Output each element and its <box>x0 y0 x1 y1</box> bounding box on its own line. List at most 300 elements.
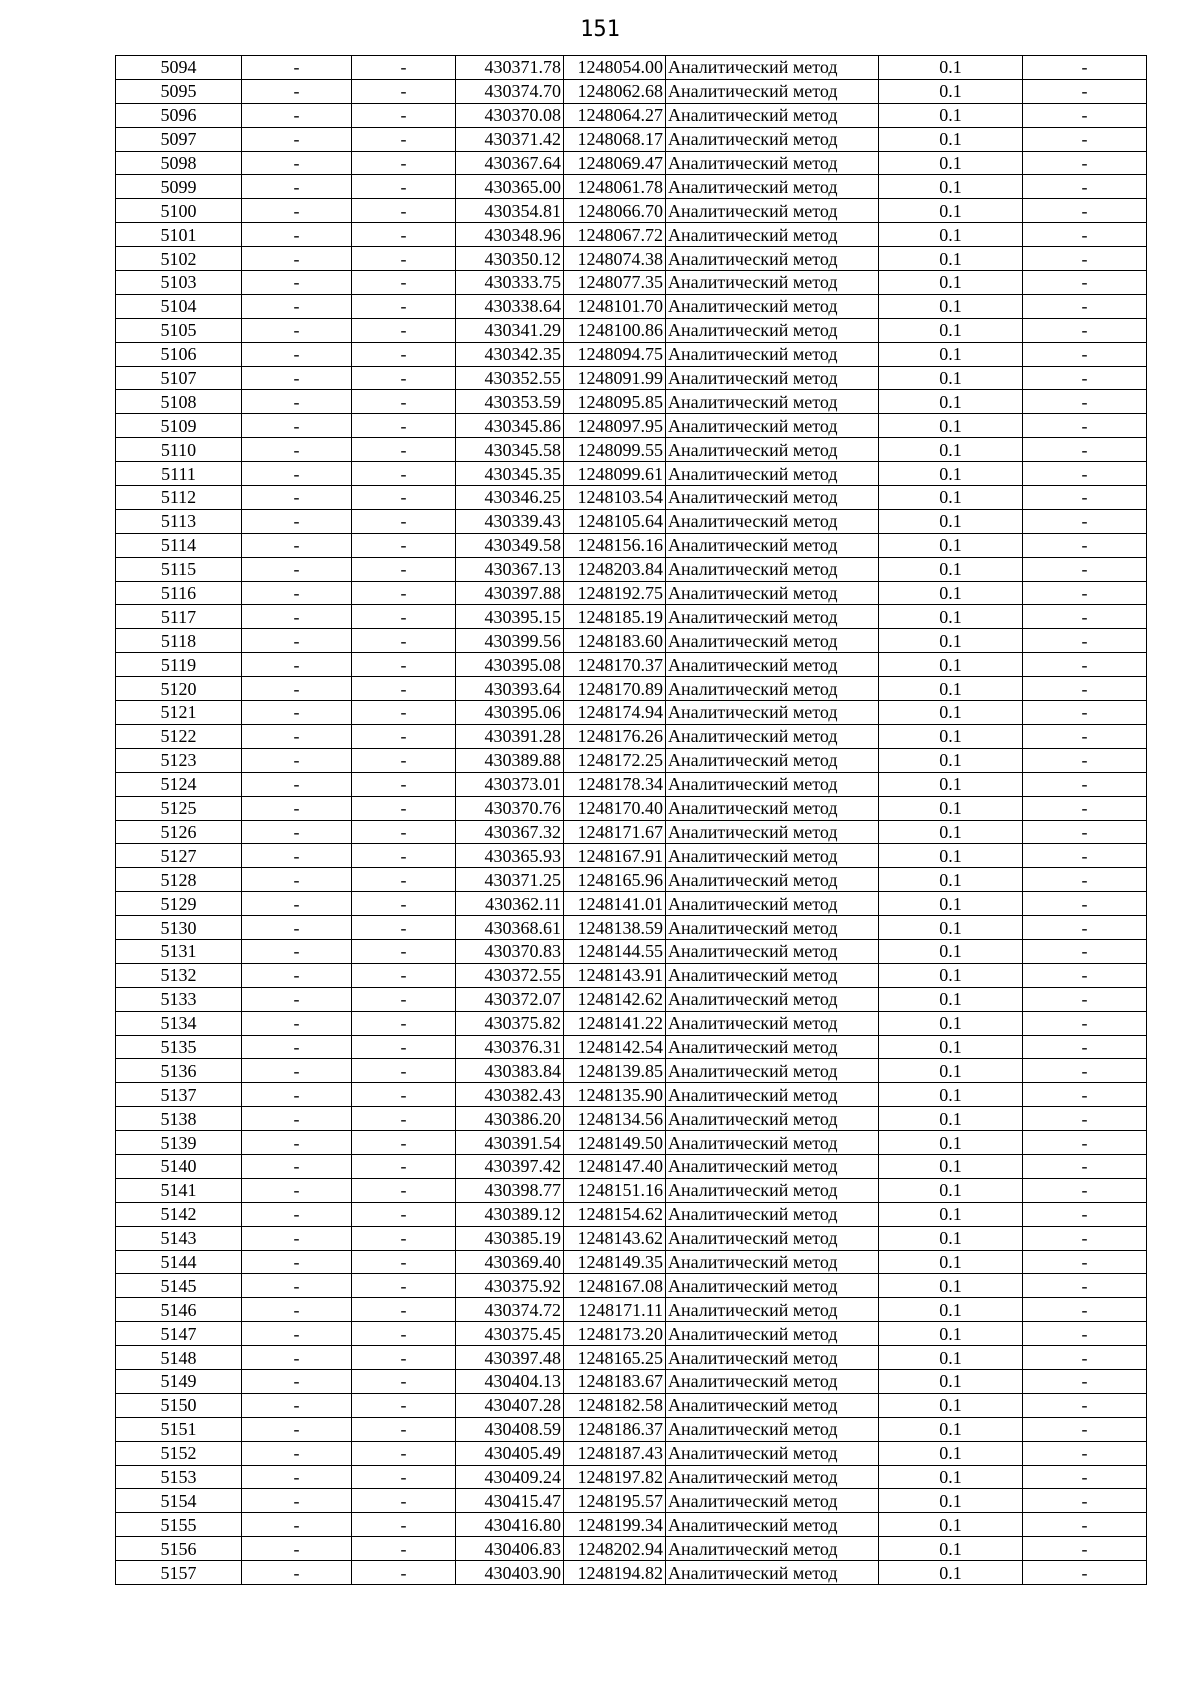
method-cell: Аналитический метод <box>666 1369 879 1393</box>
table-row <box>116 987 1147 1011</box>
method-cell: Аналитический метод <box>666 605 879 629</box>
empty-cell: - <box>352 1537 456 1561</box>
accuracy-cell: 0.1 <box>879 1393 1023 1417</box>
point-number-cell: 5151 <box>116 1417 242 1441</box>
empty-cell: - <box>352 844 456 868</box>
table-row <box>116 1178 1147 1202</box>
empty-cell: - <box>1023 294 1147 318</box>
empty-cell: - <box>352 1226 456 1250</box>
method-cell: Аналитический метод <box>666 724 879 748</box>
y-coordinate-cell: 1248077.35 <box>564 271 666 295</box>
empty-cell: - <box>352 1059 456 1083</box>
point-number-cell: 5157 <box>116 1561 242 1585</box>
empty-cell: - <box>352 1465 456 1489</box>
accuracy-cell: 0.1 <box>879 963 1023 987</box>
table-row <box>116 486 1147 510</box>
empty-cell: - <box>1023 1107 1147 1131</box>
empty-cell: - <box>242 1513 352 1537</box>
x-coordinate-cell: 430404.13 <box>456 1369 564 1393</box>
empty-cell: - <box>242 247 352 271</box>
table-row <box>116 1107 1147 1131</box>
empty-cell: - <box>242 868 352 892</box>
accuracy-cell: 0.1 <box>879 1131 1023 1155</box>
empty-cell: - <box>242 1417 352 1441</box>
point-number-cell: 5103 <box>116 271 242 295</box>
empty-cell: - <box>242 486 352 510</box>
accuracy-cell: 0.1 <box>879 1298 1023 1322</box>
accuracy-cell: 0.1 <box>879 1274 1023 1298</box>
x-coordinate-cell: 430391.54 <box>456 1131 564 1155</box>
table-row <box>116 342 1147 366</box>
x-coordinate-cell: 430367.13 <box>456 557 564 581</box>
y-coordinate-cell: 1248097.95 <box>564 414 666 438</box>
x-coordinate-cell: 430389.88 <box>456 748 564 772</box>
y-coordinate-cell: 1248139.85 <box>564 1059 666 1083</box>
method-cell: Аналитический метод <box>666 223 879 247</box>
empty-cell: - <box>1023 701 1147 725</box>
empty-cell: - <box>352 414 456 438</box>
empty-cell: - <box>1023 151 1147 175</box>
y-coordinate-cell: 1248176.26 <box>564 724 666 748</box>
point-number-cell: 5129 <box>116 892 242 916</box>
point-number-cell: 5136 <box>116 1059 242 1083</box>
y-coordinate-cell: 1248069.47 <box>564 151 666 175</box>
y-coordinate-cell: 1248192.75 <box>564 581 666 605</box>
x-coordinate-cell: 430365.93 <box>456 844 564 868</box>
x-coordinate-cell: 430375.45 <box>456 1322 564 1346</box>
table-row <box>116 151 1147 175</box>
point-number-cell: 5101 <box>116 223 242 247</box>
table-row <box>116 79 1147 103</box>
empty-cell: - <box>242 342 352 366</box>
y-coordinate-cell: 1248182.58 <box>564 1393 666 1417</box>
empty-cell: - <box>352 342 456 366</box>
accuracy-cell: 0.1 <box>879 1513 1023 1537</box>
accuracy-cell: 0.1 <box>879 462 1023 486</box>
table-row <box>116 701 1147 725</box>
empty-cell: - <box>1023 390 1147 414</box>
x-coordinate-cell: 430376.31 <box>456 1035 564 1059</box>
y-coordinate-cell: 1248103.54 <box>564 486 666 510</box>
empty-cell: - <box>352 820 456 844</box>
empty-cell: - <box>352 1441 456 1465</box>
empty-cell: - <box>1023 1298 1147 1322</box>
accuracy-cell: 0.1 <box>879 1250 1023 1274</box>
method-cell: Аналитический метод <box>666 1202 879 1226</box>
method-cell: Аналитический метод <box>666 1346 879 1370</box>
y-coordinate-cell: 1248138.59 <box>564 916 666 940</box>
empty-cell: - <box>352 1513 456 1537</box>
empty-cell: - <box>242 916 352 940</box>
empty-cell: - <box>1023 677 1147 701</box>
x-coordinate-cell: 430353.59 <box>456 390 564 414</box>
y-coordinate-cell: 1248186.37 <box>564 1417 666 1441</box>
accuracy-cell: 0.1 <box>879 175 1023 199</box>
empty-cell: - <box>242 1178 352 1202</box>
empty-cell: - <box>242 677 352 701</box>
point-number-cell: 5145 <box>116 1274 242 1298</box>
accuracy-cell: 0.1 <box>879 939 1023 963</box>
empty-cell: - <box>242 557 352 581</box>
method-cell: Аналитический метод <box>666 1537 879 1561</box>
method-cell: Аналитический метод <box>666 1035 879 1059</box>
empty-cell: - <box>1023 79 1147 103</box>
point-number-cell: 5140 <box>116 1154 242 1178</box>
y-coordinate-cell: 1248074.38 <box>564 247 666 271</box>
method-cell: Аналитический метод <box>666 151 879 175</box>
empty-cell: - <box>1023 175 1147 199</box>
accuracy-cell: 0.1 <box>879 247 1023 271</box>
empty-cell: - <box>1023 1346 1147 1370</box>
empty-cell: - <box>352 629 456 653</box>
empty-cell: - <box>352 294 456 318</box>
point-number-cell: 5116 <box>116 581 242 605</box>
empty-cell: - <box>242 1250 352 1274</box>
empty-cell: - <box>352 1489 456 1513</box>
empty-cell: - <box>242 772 352 796</box>
empty-cell: - <box>242 1298 352 1322</box>
empty-cell: - <box>352 772 456 796</box>
table-row <box>116 247 1147 271</box>
x-coordinate-cell: 430371.78 <box>456 56 564 80</box>
empty-cell: - <box>352 533 456 557</box>
x-coordinate-cell: 430406.83 <box>456 1537 564 1561</box>
empty-cell: - <box>352 438 456 462</box>
point-number-cell: 5144 <box>116 1250 242 1274</box>
empty-cell: - <box>1023 1322 1147 1346</box>
empty-cell: - <box>242 79 352 103</box>
y-coordinate-cell: 1248095.85 <box>564 390 666 414</box>
empty-cell: - <box>352 79 456 103</box>
table-row <box>116 175 1147 199</box>
empty-cell: - <box>242 318 352 342</box>
y-coordinate-cell: 1248203.84 <box>564 557 666 581</box>
point-number-cell: 5146 <box>116 1298 242 1322</box>
empty-cell: - <box>1023 772 1147 796</box>
empty-cell: - <box>1023 1178 1147 1202</box>
accuracy-cell: 0.1 <box>879 342 1023 366</box>
empty-cell: - <box>242 1107 352 1131</box>
empty-cell: - <box>242 1489 352 1513</box>
method-cell: Аналитический метод <box>666 1107 879 1131</box>
empty-cell: - <box>1023 1274 1147 1298</box>
empty-cell: - <box>242 103 352 127</box>
empty-cell: - <box>352 1107 456 1131</box>
y-coordinate-cell: 1248054.00 <box>564 56 666 80</box>
point-number-cell: 5111 <box>116 462 242 486</box>
empty-cell: - <box>1023 1465 1147 1489</box>
table-row <box>116 294 1147 318</box>
accuracy-cell: 0.1 <box>879 1226 1023 1250</box>
x-coordinate-cell: 430391.28 <box>456 724 564 748</box>
accuracy-cell: 0.1 <box>879 1369 1023 1393</box>
accuracy-cell: 0.1 <box>879 509 1023 533</box>
table-row <box>116 677 1147 701</box>
page-number: 151 <box>580 17 620 42</box>
x-coordinate-cell: 430365.00 <box>456 175 564 199</box>
table-body <box>116 56 1147 1585</box>
empty-cell: - <box>352 103 456 127</box>
method-cell: Аналитический метод <box>666 987 879 1011</box>
empty-cell: - <box>1023 939 1147 963</box>
empty-cell: - <box>242 1226 352 1250</box>
method-cell: Аналитический метод <box>666 318 879 342</box>
empty-cell: - <box>242 1083 352 1107</box>
x-coordinate-cell: 430389.12 <box>456 1202 564 1226</box>
empty-cell: - <box>1023 629 1147 653</box>
y-coordinate-cell: 1248144.55 <box>564 939 666 963</box>
x-coordinate-cell: 430385.19 <box>456 1226 564 1250</box>
method-cell: Аналитический метод <box>666 1393 879 1417</box>
accuracy-cell: 0.1 <box>879 414 1023 438</box>
accuracy-cell: 0.1 <box>879 1107 1023 1131</box>
empty-cell: - <box>352 987 456 1011</box>
y-coordinate-cell: 1248105.64 <box>564 509 666 533</box>
y-coordinate-cell: 1248172.25 <box>564 748 666 772</box>
point-number-cell: 5118 <box>116 629 242 653</box>
point-number-cell: 5098 <box>116 151 242 175</box>
x-coordinate-cell: 430370.76 <box>456 796 564 820</box>
empty-cell: - <box>242 844 352 868</box>
empty-cell: - <box>352 939 456 963</box>
method-cell: Аналитический метод <box>666 1226 879 1250</box>
empty-cell: - <box>352 1393 456 1417</box>
y-coordinate-cell: 1248149.35 <box>564 1250 666 1274</box>
x-coordinate-cell: 430369.40 <box>456 1250 564 1274</box>
table-row <box>116 939 1147 963</box>
empty-cell: - <box>1023 1369 1147 1393</box>
method-cell: Аналитический метод <box>666 103 879 127</box>
point-number-cell: 5143 <box>116 1226 242 1250</box>
method-cell: Аналитический метод <box>666 1489 879 1513</box>
y-coordinate-cell: 1248174.94 <box>564 701 666 725</box>
empty-cell: - <box>1023 342 1147 366</box>
empty-cell: - <box>1023 533 1147 557</box>
empty-cell: - <box>242 509 352 533</box>
x-coordinate-cell: 430338.64 <box>456 294 564 318</box>
x-coordinate-cell: 430415.47 <box>456 1489 564 1513</box>
empty-cell: - <box>1023 581 1147 605</box>
empty-cell: - <box>352 271 456 295</box>
point-number-cell: 5128 <box>116 868 242 892</box>
y-coordinate-cell: 1248183.60 <box>564 629 666 653</box>
empty-cell: - <box>1023 820 1147 844</box>
x-coordinate-cell: 430352.55 <box>456 366 564 390</box>
x-coordinate-cell: 430345.58 <box>456 438 564 462</box>
method-cell: Аналитический метод <box>666 916 879 940</box>
method-cell: Аналитический метод <box>666 892 879 916</box>
table-row <box>116 1513 1147 1537</box>
point-number-cell: 5109 <box>116 414 242 438</box>
y-coordinate-cell: 1248068.17 <box>564 127 666 151</box>
empty-cell: - <box>1023 653 1147 677</box>
x-coordinate-cell: 430397.42 <box>456 1154 564 1178</box>
empty-cell: - <box>352 1011 456 1035</box>
table-row <box>116 1489 1147 1513</box>
x-coordinate-cell: 430341.29 <box>456 318 564 342</box>
y-coordinate-cell: 1248101.70 <box>564 294 666 318</box>
table-row <box>116 438 1147 462</box>
empty-cell: - <box>242 963 352 987</box>
x-coordinate-cell: 430395.08 <box>456 653 564 677</box>
point-number-cell: 5119 <box>116 653 242 677</box>
empty-cell: - <box>352 677 456 701</box>
accuracy-cell: 0.1 <box>879 294 1023 318</box>
empty-cell: - <box>1023 1417 1147 1441</box>
y-coordinate-cell: 1248197.82 <box>564 1465 666 1489</box>
y-coordinate-cell: 1248142.54 <box>564 1035 666 1059</box>
x-coordinate-cell: 430372.55 <box>456 963 564 987</box>
y-coordinate-cell: 1248165.25 <box>564 1346 666 1370</box>
accuracy-cell: 0.1 <box>879 1202 1023 1226</box>
x-coordinate-cell: 430398.77 <box>456 1178 564 1202</box>
empty-cell: - <box>352 724 456 748</box>
empty-cell: - <box>352 151 456 175</box>
y-coordinate-cell: 1248154.62 <box>564 1202 666 1226</box>
accuracy-cell: 0.1 <box>879 318 1023 342</box>
table-row <box>116 748 1147 772</box>
y-coordinate-cell: 1248183.67 <box>564 1369 666 1393</box>
method-cell: Аналитический метод <box>666 868 879 892</box>
accuracy-cell: 0.1 <box>879 1083 1023 1107</box>
empty-cell: - <box>1023 247 1147 271</box>
table-row <box>116 1131 1147 1155</box>
table-row <box>116 868 1147 892</box>
accuracy-cell: 0.1 <box>879 103 1023 127</box>
empty-cell: - <box>1023 103 1147 127</box>
empty-cell: - <box>352 581 456 605</box>
point-number-cell: 5154 <box>116 1489 242 1513</box>
empty-cell: - <box>242 1035 352 1059</box>
y-coordinate-cell: 1248100.86 <box>564 318 666 342</box>
point-number-cell: 5135 <box>116 1035 242 1059</box>
method-cell: Аналитический метод <box>666 1322 879 1346</box>
x-coordinate-cell: 430333.75 <box>456 271 564 295</box>
accuracy-cell: 0.1 <box>879 223 1023 247</box>
empty-cell: - <box>1023 438 1147 462</box>
accuracy-cell: 0.1 <box>879 772 1023 796</box>
y-coordinate-cell: 1248199.34 <box>564 1513 666 1537</box>
empty-cell: - <box>352 462 456 486</box>
table-row <box>116 844 1147 868</box>
empty-cell: - <box>352 1035 456 1059</box>
accuracy-cell: 0.1 <box>879 1154 1023 1178</box>
accuracy-cell: 0.1 <box>879 1417 1023 1441</box>
table-row <box>116 1274 1147 1298</box>
empty-cell: - <box>1023 271 1147 295</box>
empty-cell: - <box>242 127 352 151</box>
point-number-cell: 5152 <box>116 1441 242 1465</box>
table-row <box>116 1154 1147 1178</box>
y-coordinate-cell: 1248143.62 <box>564 1226 666 1250</box>
empty-cell: - <box>352 701 456 725</box>
empty-cell: - <box>352 223 456 247</box>
table-row <box>116 462 1147 486</box>
method-cell: Аналитический метод <box>666 629 879 653</box>
table-row <box>116 223 1147 247</box>
accuracy-cell: 0.1 <box>879 486 1023 510</box>
empty-cell: - <box>242 1202 352 1226</box>
empty-cell: - <box>352 1322 456 1346</box>
table-row <box>116 820 1147 844</box>
empty-cell: - <box>242 939 352 963</box>
point-number-cell: 5110 <box>116 438 242 462</box>
method-cell: Аналитический метод <box>666 390 879 414</box>
accuracy-cell: 0.1 <box>879 1011 1023 1035</box>
x-coordinate-cell: 430405.49 <box>456 1441 564 1465</box>
x-coordinate-cell: 430348.96 <box>456 223 564 247</box>
empty-cell: - <box>1023 1202 1147 1226</box>
x-coordinate-cell: 430349.58 <box>456 533 564 557</box>
empty-cell: - <box>1023 1131 1147 1155</box>
table-row <box>116 1250 1147 1274</box>
y-coordinate-cell: 1248185.19 <box>564 605 666 629</box>
point-number-cell: 5127 <box>116 844 242 868</box>
empty-cell: - <box>242 724 352 748</box>
empty-cell: - <box>352 557 456 581</box>
table-row <box>116 1226 1147 1250</box>
table-row <box>116 509 1147 533</box>
empty-cell: - <box>242 581 352 605</box>
empty-cell: - <box>1023 605 1147 629</box>
table-row <box>116 772 1147 796</box>
point-number-cell: 5106 <box>116 342 242 366</box>
method-cell: Аналитический метод <box>666 820 879 844</box>
point-number-cell: 5123 <box>116 748 242 772</box>
method-cell: Аналитический метод <box>666 366 879 390</box>
x-coordinate-cell: 430370.08 <box>456 103 564 127</box>
empty-cell: - <box>352 1202 456 1226</box>
y-coordinate-cell: 1248135.90 <box>564 1083 666 1107</box>
x-coordinate-cell: 430397.88 <box>456 581 564 605</box>
point-number-cell: 5137 <box>116 1083 242 1107</box>
empty-cell: - <box>1023 868 1147 892</box>
empty-cell: - <box>242 438 352 462</box>
y-coordinate-cell: 1248170.40 <box>564 796 666 820</box>
y-coordinate-cell: 1248165.96 <box>564 868 666 892</box>
empty-cell: - <box>242 892 352 916</box>
y-coordinate-cell: 1248187.43 <box>564 1441 666 1465</box>
table-row <box>116 199 1147 223</box>
empty-cell: - <box>352 1274 456 1298</box>
table-row <box>116 629 1147 653</box>
empty-cell: - <box>242 414 352 438</box>
method-cell: Аналитический метод <box>666 271 879 295</box>
x-coordinate-cell: 430374.70 <box>456 79 564 103</box>
empty-cell: - <box>352 653 456 677</box>
x-coordinate-cell: 430339.43 <box>456 509 564 533</box>
point-number-cell: 5105 <box>116 318 242 342</box>
table-row <box>116 127 1147 151</box>
accuracy-cell: 0.1 <box>879 1346 1023 1370</box>
x-coordinate-cell: 430397.48 <box>456 1346 564 1370</box>
empty-cell: - <box>352 318 456 342</box>
table-row <box>116 1441 1147 1465</box>
x-coordinate-cell: 430375.92 <box>456 1274 564 1298</box>
empty-cell: - <box>352 486 456 510</box>
x-coordinate-cell: 430386.20 <box>456 1107 564 1131</box>
x-coordinate-cell: 430382.43 <box>456 1083 564 1107</box>
table-row <box>116 103 1147 127</box>
table-row <box>116 1369 1147 1393</box>
table-row <box>116 605 1147 629</box>
x-coordinate-cell: 430371.42 <box>456 127 564 151</box>
y-coordinate-cell: 1248099.61 <box>564 462 666 486</box>
empty-cell: - <box>352 1131 456 1155</box>
empty-cell: - <box>1023 1489 1147 1513</box>
point-number-cell: 5133 <box>116 987 242 1011</box>
accuracy-cell: 0.1 <box>879 987 1023 1011</box>
